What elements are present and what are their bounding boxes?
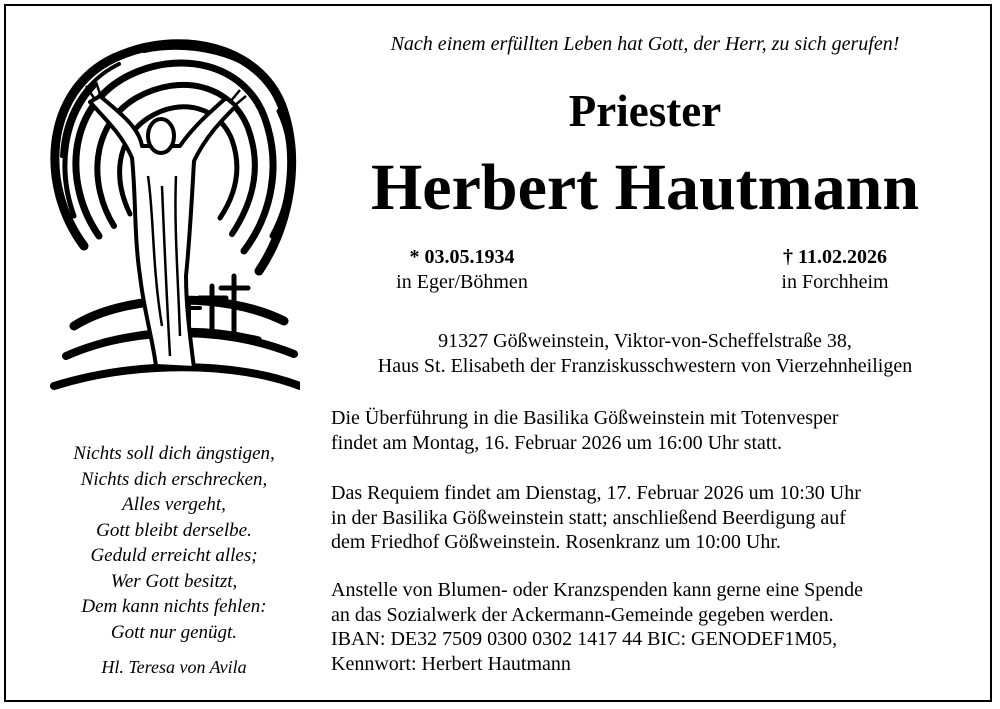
poem-line: Dem kann nichts fehlen: bbox=[81, 596, 267, 617]
motto: Nach einem erfüllten Leben hat Gott, der Herr, zu sich gerufen! bbox=[390, 33, 900, 55]
text-line: Das Requiem findet am Dienstag, 17. Februar 2026 um 10:30 Uhr bbox=[331, 482, 861, 504]
risen-christ-woodcut-icon bbox=[44, 36, 300, 402]
poem-line: Gott nur genügt. bbox=[110, 621, 238, 643]
address-line: Haus St. Elisabeth der Franziskusschwestern von Vierzehnheiligen bbox=[377, 355, 913, 377]
birth-date: * 03.05.1934 bbox=[409, 246, 515, 268]
address-line: 91327 Gößweinstein, Viktor-von-Scheffelstraße 38, bbox=[438, 330, 852, 352]
transfer-paragraph bbox=[331, 406, 971, 455]
requiem-paragraph bbox=[331, 481, 971, 555]
text-line: Kennwort: Herbert Hautmann bbox=[331, 652, 571, 675]
poem-line: Wer Gott besitzt, bbox=[110, 570, 238, 592]
birth-info bbox=[352, 245, 572, 295]
birth-place: in Eger/Böhmen bbox=[396, 271, 528, 293]
poem-line: Alles vergeht, bbox=[122, 494, 226, 515]
poem-line: Geduld erreicht alles; bbox=[90, 545, 258, 566]
address bbox=[320, 329, 970, 379]
poem-attribution: Hl. Teresa von Avila bbox=[101, 657, 247, 677]
death-info bbox=[725, 245, 945, 295]
poem-line: Gott bleibt derselbe. bbox=[96, 519, 252, 541]
deceased-name: Herbert Hautmann bbox=[370, 151, 920, 224]
death-date: † 11.02.2026 bbox=[783, 246, 887, 268]
text-line: Die Überführung in die Basilika Gößweinstein mit Totenvesper bbox=[331, 407, 839, 429]
title: Priester bbox=[568, 86, 722, 136]
poem-line: Nichts dich erschrecken, bbox=[80, 468, 268, 490]
text-line: an das Sozialwerk der Ackermann-Gemeinde gegeben werden. bbox=[331, 603, 834, 626]
donation-paragraph bbox=[331, 578, 971, 676]
text-line: dem Friedhof Gößweinstein. Rosenkranz um 10:00 Uhr. bbox=[331, 531, 781, 553]
text-line: in der Basilika Gößweinstein statt; anschließend Beerdigung auf bbox=[331, 506, 846, 529]
poem-line: Nichts soll dich ängstigen, bbox=[73, 443, 275, 464]
text-line: Anstelle von Blumen- oder Kranzspenden kann gerne eine Spende bbox=[331, 579, 864, 601]
text-line: findet am Montag, 16. Februar 2026 um 16:00 Uhr statt. bbox=[331, 431, 783, 454]
death-place: in Forchheim bbox=[781, 271, 889, 293]
text-line: IBAN: DE32 7509 0300 0302 1417 44 BIC: GENODEF1M05, bbox=[331, 628, 838, 650]
poem bbox=[30, 441, 318, 681]
